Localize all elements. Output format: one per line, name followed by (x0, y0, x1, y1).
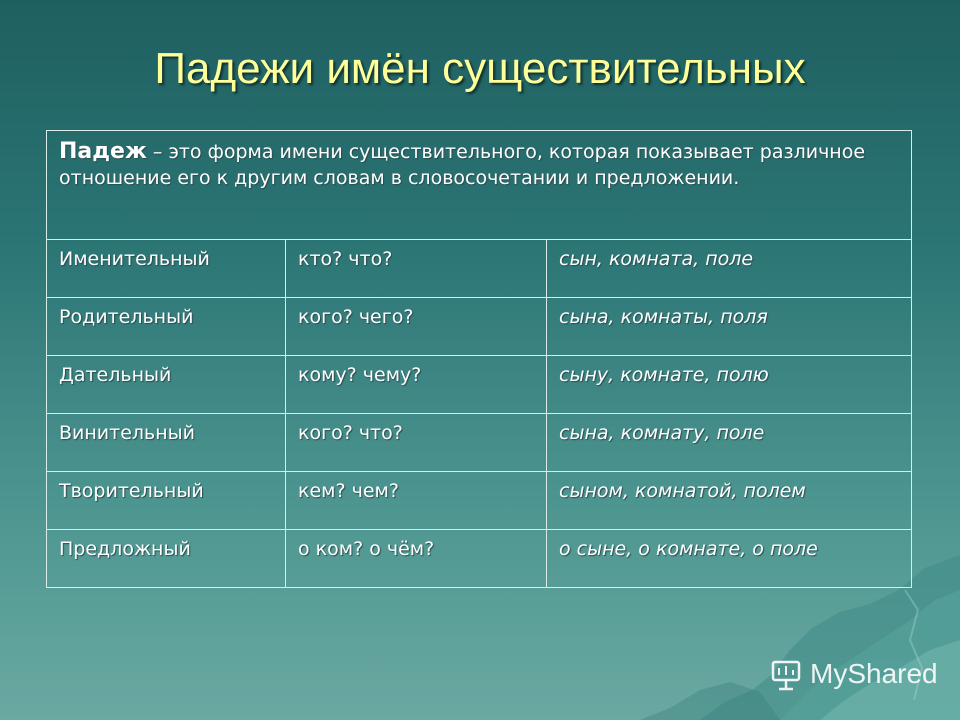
case-question: кем? чем? (286, 472, 547, 530)
case-question: кто? что? (286, 240, 547, 298)
definition-text: это форма имени существительного, которая показывает различное отношение его к другим словам в словосочетании и предложении. (59, 141, 866, 189)
slide-title: Падежи имён существительных (154, 44, 806, 93)
case-question: о ком? о чём? (286, 530, 547, 588)
definition-term: Падеж (59, 139, 147, 164)
case-example: сыном, комнатой, полем (547, 472, 912, 530)
table-row (47, 356, 912, 414)
watermark-text: MyShared (810, 658, 938, 689)
case-name: Родительный (47, 298, 286, 356)
presentation-board-icon (770, 658, 802, 692)
case-name: Творительный (47, 472, 286, 530)
myshared-watermark (770, 656, 950, 696)
case-example: сына, комнату, поле (547, 414, 912, 472)
table-row (47, 530, 912, 588)
case-name: Предложный (47, 530, 286, 588)
case-question: кого? чего? (286, 298, 547, 356)
definition-dash: – (146, 141, 169, 163)
case-example: сына, комнаты, поля (547, 298, 912, 356)
case-example: сын, комната, поле (547, 240, 912, 298)
case-question: кому? чему? (286, 356, 547, 414)
definition-row (47, 131, 912, 240)
case-example: о сыне, о комнате, о поле (547, 530, 912, 588)
table-row (47, 472, 912, 530)
case-name: Дательный (47, 356, 286, 414)
table-row (47, 240, 912, 298)
definition-cell (47, 131, 912, 240)
case-name: Именительный (47, 240, 286, 298)
case-question: кого? что? (286, 414, 547, 472)
table-row (47, 414, 912, 472)
table-row (47, 298, 912, 356)
case-name: Винительный (47, 414, 286, 472)
cases-table (46, 130, 912, 588)
case-example: сыну, комнате, полю (547, 356, 912, 414)
